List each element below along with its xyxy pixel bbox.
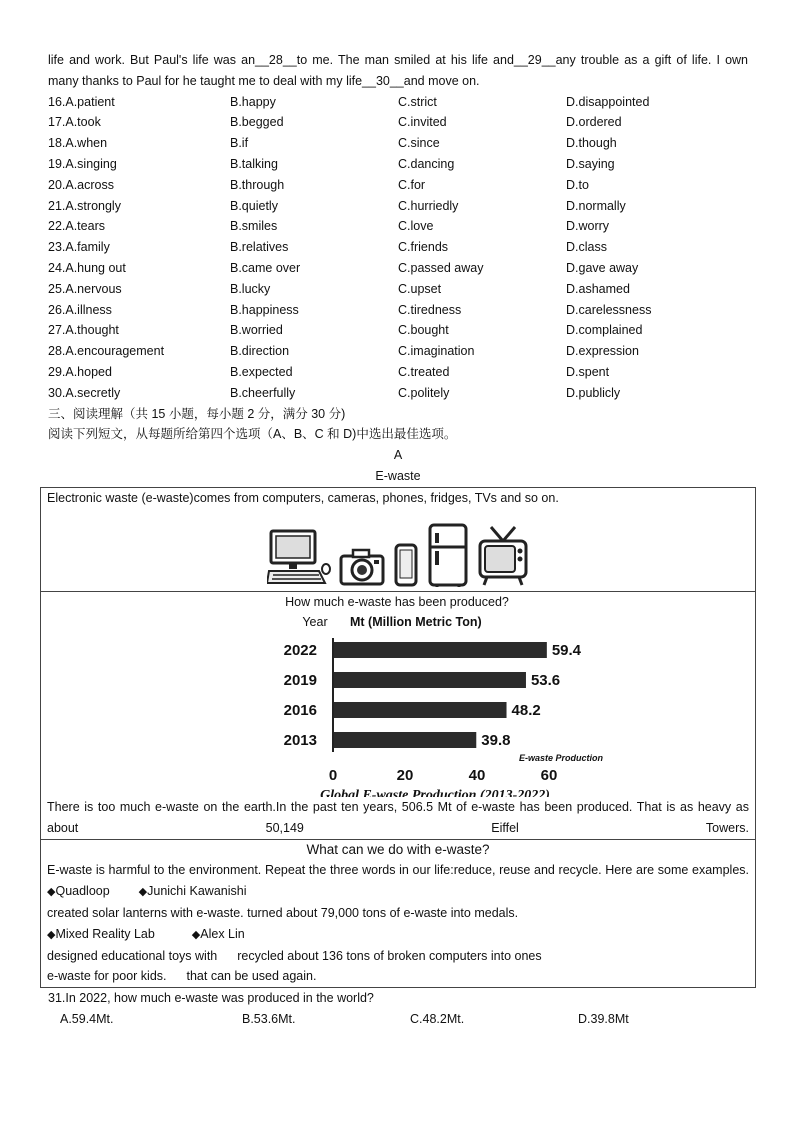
fridge-icon [427,523,469,587]
tv-icon [477,525,529,587]
cloze-option: D.normally [566,198,626,213]
camera-icon [339,547,385,587]
cloze-row [48,154,748,175]
chart-bar [333,702,507,718]
cloze-option: C.passed away [398,260,484,275]
cloze-option: D.publicly [566,385,621,400]
chart-category-label: 2022 [283,641,317,659]
diamond-bullet-icon: ◆ [47,886,56,899]
cloze-option: C.upset [398,281,442,296]
cloze-row [48,196,748,217]
chart-value-label: 53.6 [530,671,561,689]
cloze-option: C.hurriedly [398,198,459,213]
chart-category-label: 2013 [283,731,317,749]
passage-title: E-waste [375,468,421,483]
cloze-option: 16.A.patient [48,94,115,109]
example-line-3 [47,966,749,987]
cloze-option: B.worried [230,323,283,338]
cloze-option: 27.A.thought [48,323,119,338]
cloze-option: D.gave away [566,260,639,275]
example-row-2 [47,924,749,946]
cloze-option: B.begged [230,115,284,130]
cloze-option: 24.A.hung out [48,260,126,275]
cloze-option: B.talking [230,156,278,171]
cloze-option: D.ordered [566,115,622,130]
question-31-options [48,1009,748,1030]
ex2-right-2: that can be used again. [186,969,317,984]
cloze-option: D.to [566,177,589,192]
cloze-row [48,237,748,258]
cloze-option: 23.A.family [48,240,110,255]
cloze-option: B.happiness [230,302,299,317]
example-row-1 [47,881,749,903]
chart-value-label: 48.2 [511,701,541,719]
cloze-option: 28.A.encouragement [48,344,165,359]
what-body: E-waste is harmful to the environment. Repeat the three words in our life:reduce, reuse and recycle. Here are some examples. [47,863,749,878]
cloze-option: D.complained [566,323,643,338]
diamond-bullet-icon: ◆ [47,928,56,941]
ewaste-bar-chart [47,592,747,797]
cloze-row [48,362,748,383]
cloze-row [48,216,748,237]
computer-icon [267,529,331,587]
chart-title: How much e-waste has been produced? [285,594,509,609]
section-heading: 三、阅读理解（共 15 小题，每小题 2 分，满分 30 分) [48,406,346,421]
example-mixed-reality: Mixed Reality Lab [55,926,155,941]
cloze-option: 22.A.tears [48,219,105,234]
cloze-row [48,92,748,113]
cloze-row [48,320,748,341]
cloze-row [48,279,748,300]
cloze-option: C.dancing [398,156,455,171]
chart-section [41,591,755,839]
chart-bar [333,642,547,658]
cloze-option: D.disappointed [566,94,650,109]
cloze-option: B.expected [230,364,293,379]
chart-caption: Global E-waste Production (2013-2022) [320,787,550,797]
cloze-option: C.invited [398,115,447,130]
example-quadloop: Quadloop [55,884,110,899]
cloze-option: C.treated [398,364,450,379]
ex2-left-2: e-waste for poor kids. [47,969,167,984]
intro-section [41,488,755,591]
what-section [41,839,755,988]
example-line-2 [47,946,749,967]
cloze-option: C.bought [398,323,449,338]
cloze-option: D.carelessness [566,302,652,317]
diamond-bullet-icon: ◆ [191,928,201,941]
cloze-option: B.through [230,177,285,192]
cloze-option: D.ashamed [566,281,630,296]
cloze-option: B.direction [230,344,290,359]
chart-x-tick-label: 0 [328,766,338,784]
chart-category-label: 2019 [283,671,317,689]
example-junichi: Junichi Kawanishi [147,884,247,899]
cloze-option: B.relatives [230,240,289,255]
ex2-left-1: designed educational toys with [47,948,218,963]
cloze-row [48,112,748,133]
question-31-option: A.59.4Mt. [60,1011,114,1026]
cloze-option: 19.A.singing [48,156,117,171]
question-31-option: D.39.8Mt [578,1011,629,1026]
passage-label: A [393,448,403,463]
cloze-row [48,175,748,196]
cloze-row [48,300,748,321]
chart-bar [333,672,526,688]
cloze-option: C.since [398,136,440,151]
passage-line-1: life and work. But Paul's life was an__28__to me. The man smiled at his life and__29__any trouble as a gift of life. I own [48,53,748,67]
chart-x-tick-label: 20 [396,766,414,784]
cloze-option: C.love [398,219,434,234]
ex2-right-1: recycled about 136 tons of broken computers into ones [237,948,542,963]
diamond-bullet-icon: ◆ [138,886,148,899]
cloze-option: 21.A.strongly [48,198,121,213]
cloze-option: C.strict [398,94,437,109]
chart-bar [333,732,476,748]
question-31-option: B.53.6Mt. [242,1011,296,1026]
chart-value-label: 59.4 [551,641,582,659]
cloze-option: 17.A.took [48,115,101,130]
cloze-option: D.though [566,136,617,151]
cloze-option: B.happy [230,94,276,109]
cloze-option: C.politely [398,385,450,400]
section-instruction: 阅读下列短文，从每题所给第四个选项（A、B、C 和 D)中选出最佳选项。 [48,427,457,442]
chart-x-tick-label: 60 [540,766,558,784]
cloze-option: 25.A.nervous [48,281,122,296]
what-title: What can we do with e-waste? [306,841,490,857]
example-alex-lin: Alex Lin [200,926,245,941]
question-31-option: C.48.2Mt. [410,1011,465,1026]
chart-value-label: 39.8 [481,731,511,749]
cloze-option: D.saying [566,156,615,171]
cloze-option: C.friends [398,240,449,255]
chart-category-label: 2016 [283,701,317,719]
cloze-row [48,341,748,362]
intro-text: Electronic waste (e-waste)comes from computers, cameras, phones, fridges, TVs and so on. [47,490,559,505]
cloze-options [48,92,748,404]
device-icons [47,509,749,591]
cloze-option: B.lucky [230,281,271,296]
chart-year-label: Year [302,614,328,629]
cloze-option: 20.A.across [48,177,115,192]
ewaste-box [40,487,756,988]
cloze-option: C.imagination [398,344,475,359]
cloze-option: C.tiredness [398,302,462,317]
cloze-option: D.worry [566,219,610,234]
chart-wrap [47,592,749,797]
cloze-option: 26.A.illness [48,302,112,317]
worksheet-page [48,50,748,1030]
phone-icon [393,543,419,587]
chart-x-tick-label: 40 [468,766,486,784]
cloze-option: B.came over [230,260,301,275]
question-31-stem: 31.In 2022, how much e-waste was produced in the world? [48,991,374,1006]
cloze-option: B.quietly [230,198,278,213]
cloze-option: D.spent [566,364,610,379]
example-line-1: created solar lanterns with e-waste. turned about 79,000 tons of e-waste into medals. [47,905,519,920]
cloze-option: B.if [230,136,249,151]
passage-line-2: many thanks to Paul for he taught me to deal with my life__30__and move on. [48,73,480,88]
cloze-option: B.smiles [230,219,278,234]
cloze-row [48,133,748,154]
cloze-row [48,258,748,279]
cloze-option: B.cheerfully [230,385,296,400]
cloze-option: 30.A.secretly [48,385,121,400]
chart-unit-label: Mt (Million Metric Ton) [350,614,482,629]
chart-x-axis-label: E-waste Production [518,752,604,763]
cloze-option: 29.A.hoped [48,364,112,379]
cloze-row [48,383,748,404]
fact-text: There is too much e-waste on the earth.In the past ten years, 506.5 Mt of e-waste has been produced. That is as heavy as about 50,149 Eiffel Towers. [47,799,749,835]
cloze-option: D.class [566,240,607,255]
cloze-option: C.for [398,177,426,192]
cloze-option: D.expression [566,344,639,359]
cloze-option: 18.A.when [48,136,108,151]
